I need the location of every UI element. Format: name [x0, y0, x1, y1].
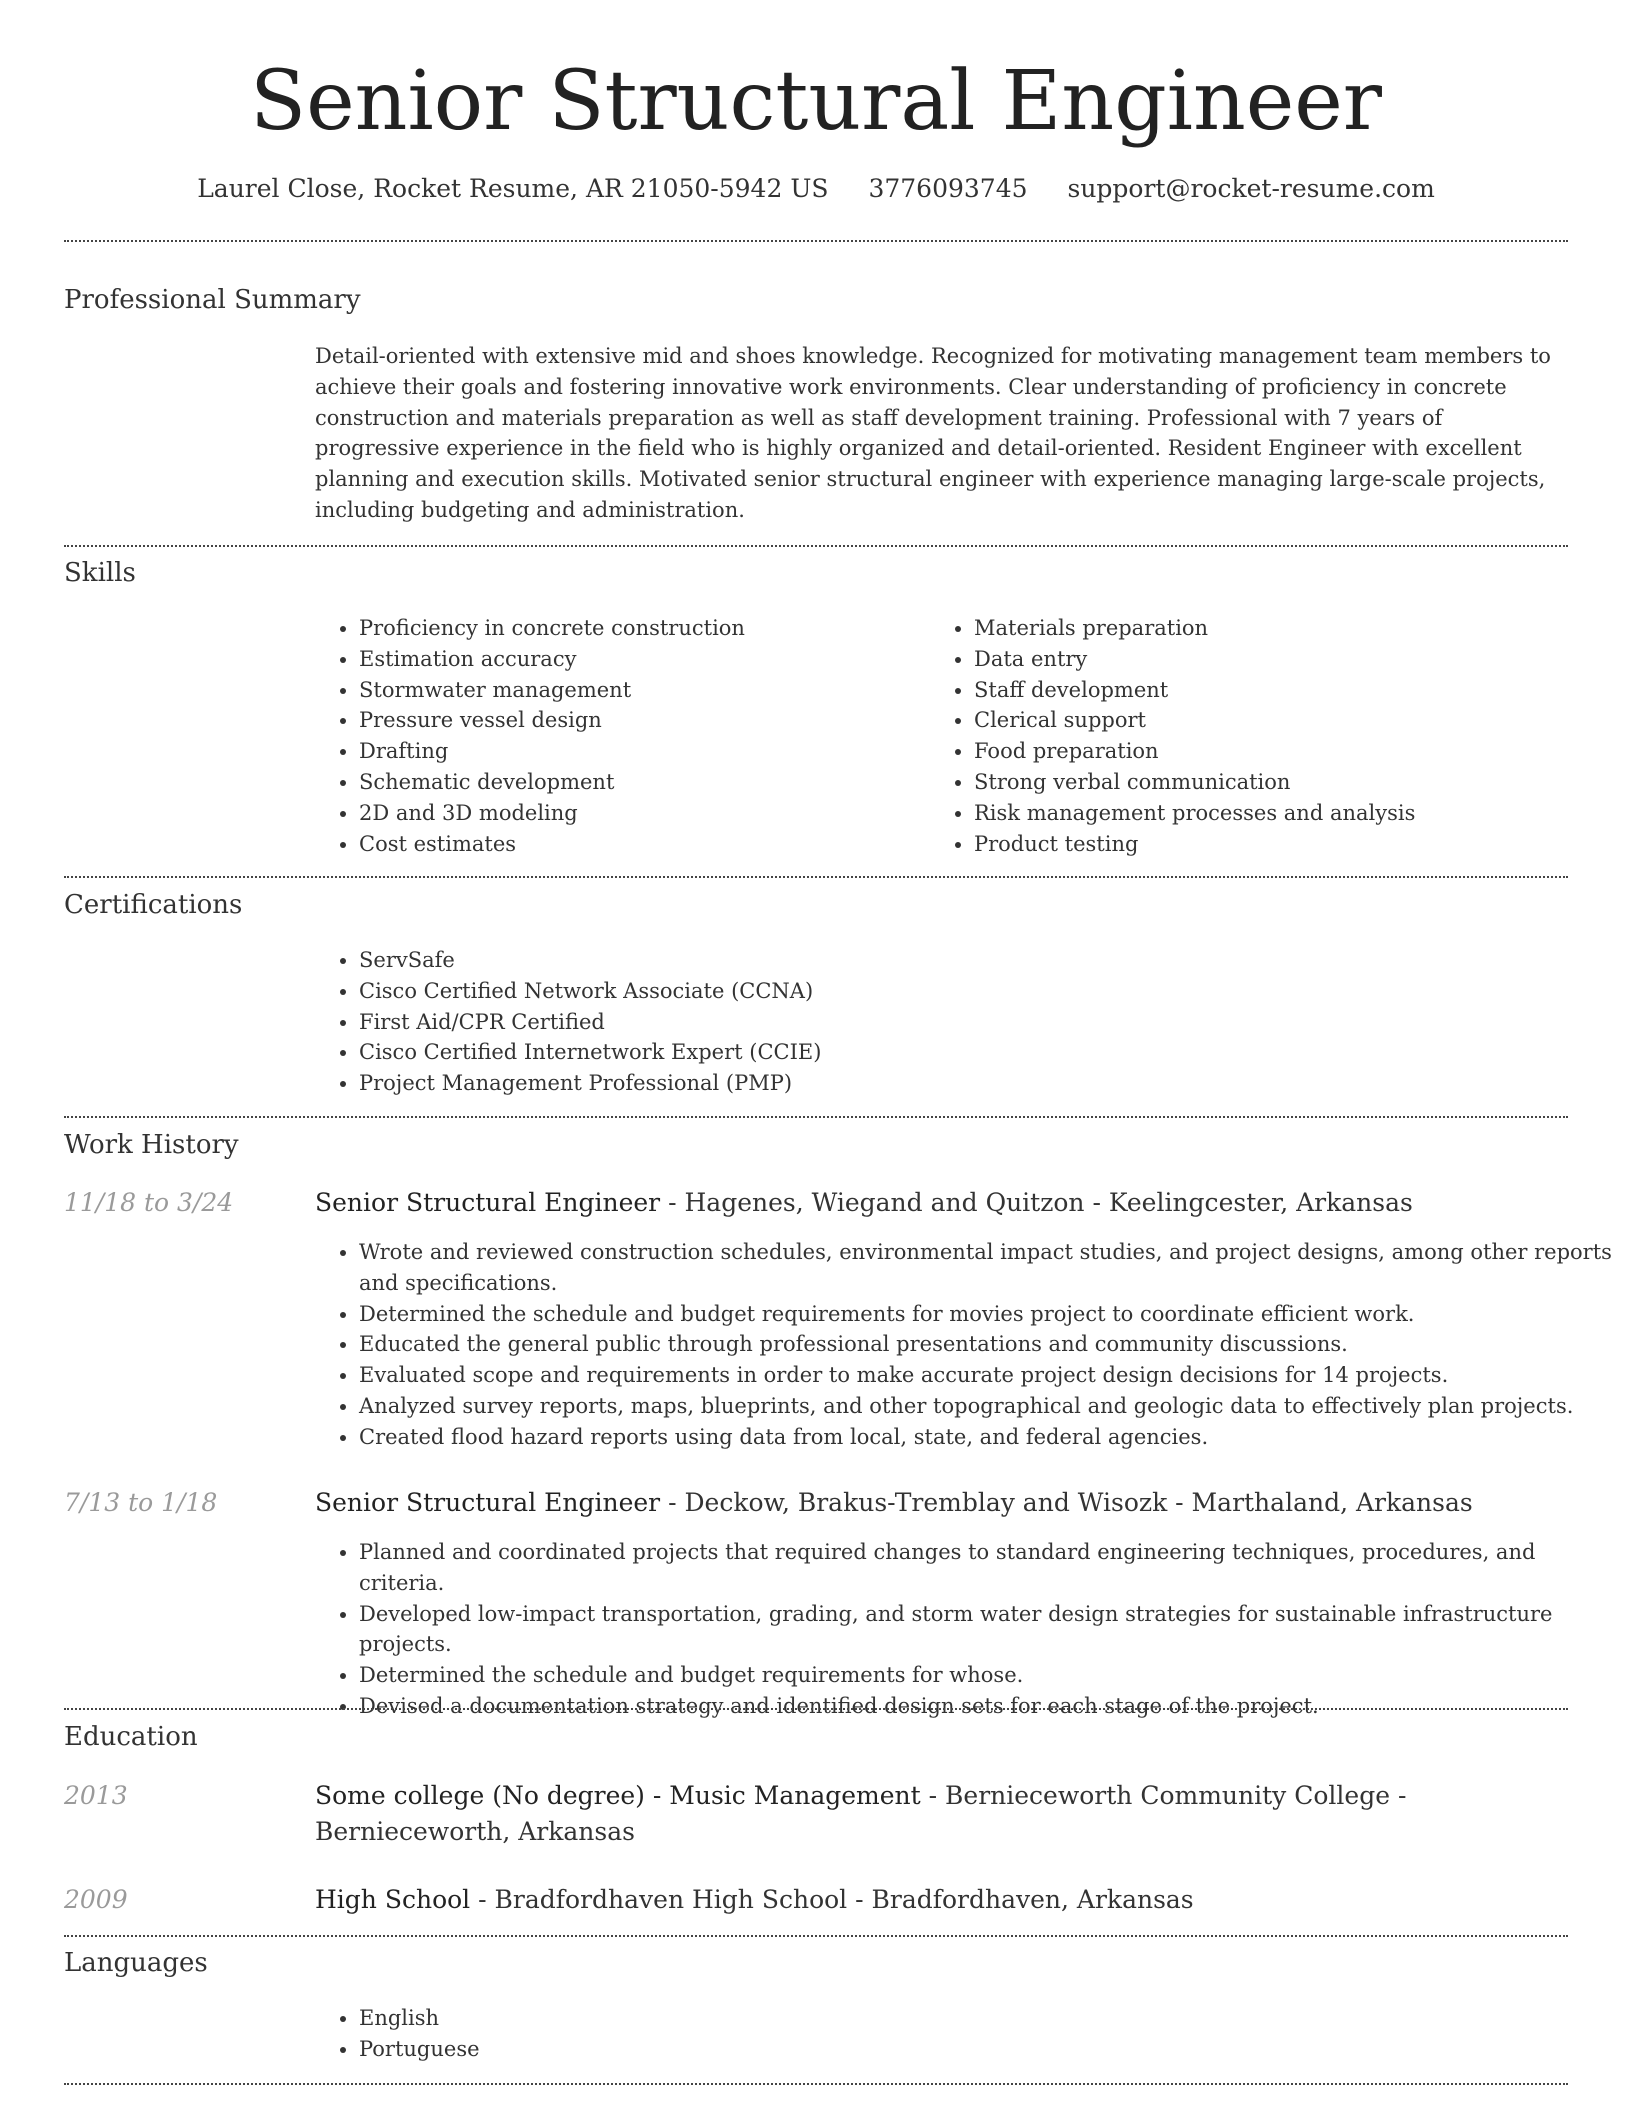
contact-line — [0, 170, 1632, 208]
contact-address: Laurel Close, Rocket Resume, AR 21050-5942 US — [197, 174, 829, 203]
skill-item: • Cost estimates — [359, 829, 919, 860]
job-bullet: • Devised a documentation strategy and identified design sets for each stage of the project. — [359, 1691, 1614, 1722]
contact-email: support@rocket-resume.com — [1067, 174, 1435, 203]
job-bullet: • Wrote and reviewed construction schedules, environmental impact studies, and project designs, among other reports and specifications. — [359, 1237, 1614, 1299]
job-bullet: • Determined the schedule and budget requirements for movies project to coordinate efficient work. — [359, 1299, 1614, 1330]
job-bullet: • Created flood hazard reports using data from local, state, and federal agencies. — [359, 1422, 1614, 1453]
skill-item: • Stormwater management — [359, 675, 919, 706]
education-title: Some college (No degree) - Music Management — [315, 1781, 921, 1810]
job-bullet: • Educated the general public through professional presentations and community discussions. — [359, 1329, 1614, 1360]
job-title: Senior Structural Engineer — [315, 1488, 661, 1517]
divider — [64, 876, 1568, 878]
skill-item: • Drafting — [359, 736, 919, 767]
skill-item: • Proficiency in concrete construction — [359, 613, 919, 644]
job-heading — [315, 1485, 1570, 1521]
divider — [64, 1935, 1568, 1937]
job-bullets — [315, 1537, 1614, 1722]
section-heading-work: Work History — [64, 1130, 239, 1160]
education-school: - Bradfordhaven High School - Bradfordhaven, Arkansas — [470, 1885, 1194, 1914]
languages-list — [315, 2003, 1614, 2065]
job-employer: - Hagenes, Wiegand and Quitzon - Keelingcester, Arkansas — [660, 1188, 1413, 1217]
certifications-list — [315, 945, 1614, 1099]
job-bullet: • Developed low-impact transportation, grading, and storm water design strategies for sustainable infrastructure projects. — [359, 1599, 1614, 1661]
job-bullet: • Determined the schedule and budget requirements for whose. — [359, 1660, 1614, 1691]
certification-item: • ServSafe — [359, 945, 1614, 976]
certification-item: • Project Management Professional (PMP) — [359, 1068, 1614, 1099]
divider — [64, 1708, 1568, 1710]
skill-item: • Schematic development — [359, 767, 919, 798]
skill-item: • Estimation accuracy — [359, 644, 919, 675]
job-dates: 11/18 to 3/24 — [64, 1188, 234, 1217]
certification-item: • Cisco Certified Network Associate (CCNA) — [359, 976, 1614, 1007]
education-year: 2013 — [64, 1781, 128, 1810]
job-bullet: • Planned and coordinated projects that required changes to standard engineering techniques, procedures, and criteria. — [359, 1537, 1614, 1599]
job-dates: 7/13 to 1/18 — [64, 1488, 218, 1517]
skill-item: • Product testing — [974, 829, 1614, 860]
job-bullet: • Analyzed survey reports, maps, blueprints, and other topographical and geologic data to effectively plan projects. — [359, 1391, 1614, 1422]
certification-item: • Cisco Certified Internetwork Expert (CCIE) — [359, 1037, 1614, 1068]
section-heading-education: Education — [64, 1722, 198, 1752]
education-entry — [315, 1882, 1570, 1918]
skill-item: • 2D and 3D modeling — [359, 798, 919, 829]
section-heading-summary: Professional Summary — [64, 285, 361, 315]
education-year: 2009 — [64, 1885, 128, 1914]
language-item: • English — [359, 2003, 1614, 2034]
job-bullets — [315, 1237, 1614, 1453]
contact-phone: 3776093745 — [868, 174, 1028, 203]
language-item: • Portuguese — [359, 2034, 1614, 2065]
job-bullet: • Evaluated scope and requirements in order to make accurate project design decisions for 14 projects. — [359, 1360, 1614, 1391]
divider — [64, 240, 1568, 242]
skill-item: • Food preparation — [974, 736, 1614, 767]
education-entry — [315, 1778, 1570, 1850]
section-heading-certifications: Certifications — [64, 890, 243, 920]
skill-item: • Strong verbal communication — [974, 767, 1614, 798]
education-title: High School — [315, 1885, 471, 1914]
skill-item: • Staff development — [974, 675, 1614, 706]
education-school: - Bernieceworth Community College - Bernieceworth, Arkansas — [315, 1781, 1407, 1846]
skill-item: • Risk management processes and analysis — [974, 798, 1614, 829]
job-heading — [315, 1185, 1570, 1221]
certification-item: • First Aid/CPR Certified — [359, 1007, 1614, 1038]
page-title: Senior Structural Engineer — [249, 54, 1383, 149]
divider — [64, 545, 1568, 547]
skill-item: • Pressure vessel design — [359, 705, 919, 736]
job-employer: - Deckow, Brakus-Tremblay and Wisozk - Marthaland, Arkansas — [660, 1488, 1473, 1517]
section-heading-languages: Languages — [64, 1948, 208, 1978]
skill-item: • Data entry — [974, 644, 1614, 675]
divider — [64, 1116, 1568, 1118]
skill-item: • Clerical support — [974, 705, 1614, 736]
skill-item: • Materials preparation — [974, 613, 1614, 644]
job-title: Senior Structural Engineer — [315, 1188, 661, 1217]
skills-list-right — [930, 613, 1614, 859]
skills-list-left — [315, 613, 919, 859]
divider — [64, 2083, 1568, 2085]
section-heading-skills: Skills — [64, 558, 136, 588]
summary-text: Detail-oriented with extensive mid and shoes knowledge. Recognized for motivating management team members to achieve their goals and fostering innovative work environments. Clear understanding of proficiency in concrete construction and materials preparation as well as staff development training. Professional with 7 years of progressive experience in the field who is highly organized and detail-oriented. Resident Engineer with excellent planning and execution skills. Motivated senior structural engineer with experience managing large-scale projects, including budgeting and administration. — [315, 344, 1551, 522]
